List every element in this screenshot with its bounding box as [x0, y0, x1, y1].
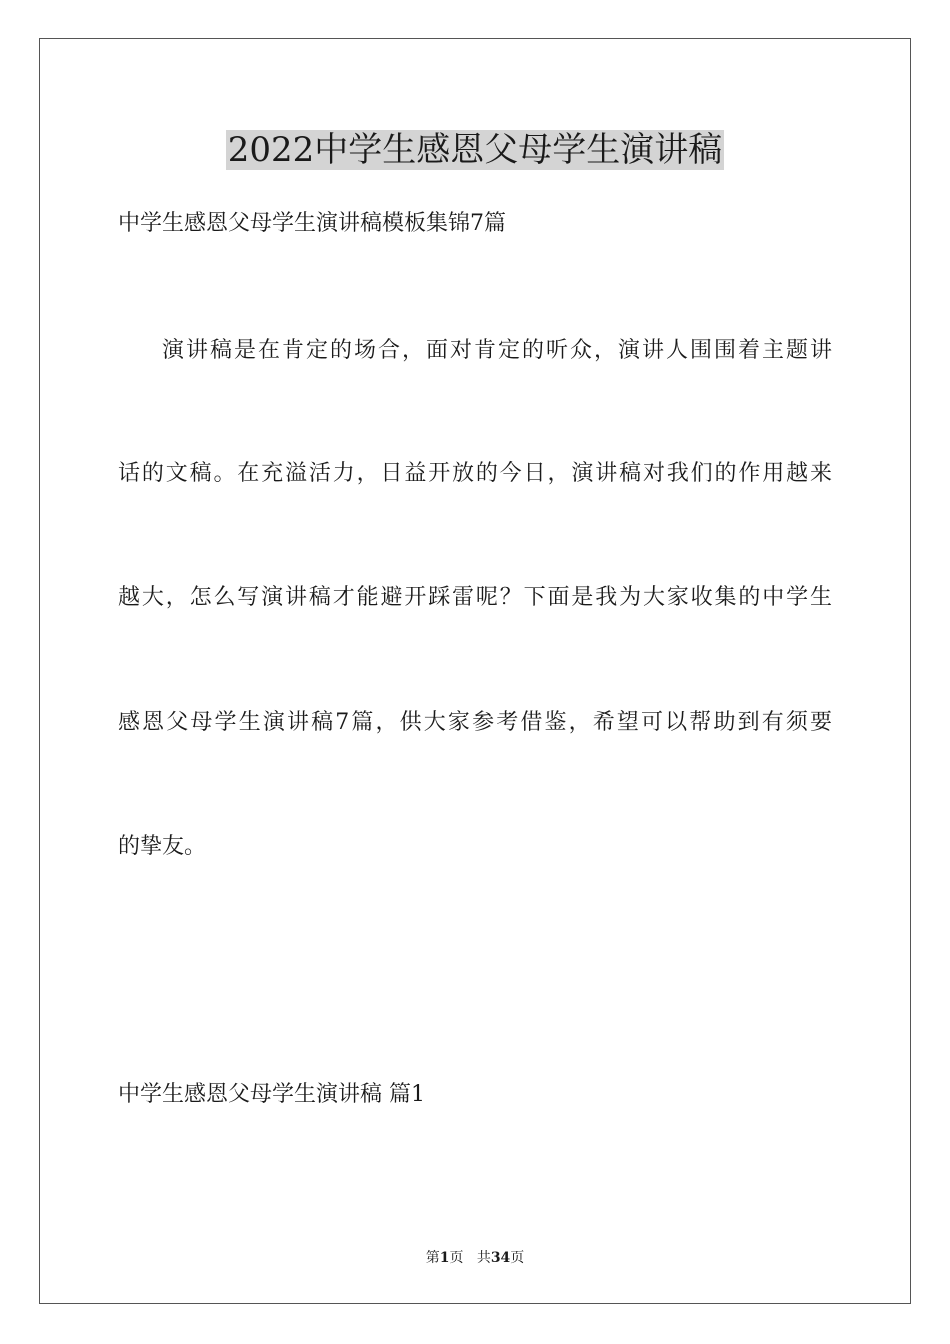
document-title-container: [0, 128, 950, 172]
paragraph-line-2: 话的文稿。在充溢活力，日益开放的今日，演讲稿对我们的作用越来: [118, 461, 832, 486]
paragraph-line-5: 的挚友。: [118, 834, 207, 859]
footer-prefix: 第: [425, 1250, 440, 1266]
paragraph-line-1: 演讲稿是在肯定的场合，面对肯定的听众，演讲人围围着主题讲: [162, 338, 832, 363]
footer-total-suffix: 页: [510, 1250, 525, 1266]
paragraph-line-3: 越大，怎么写演讲稿才能避开踩雷呢？下面是我为大家收集的中学生: [118, 585, 832, 610]
footer-total-pages: 34: [490, 1250, 511, 1266]
document-title: 2022中学生感恩父母学生演讲稿: [227, 130, 723, 170]
footer-total-prefix: 共: [476, 1250, 491, 1266]
document-subtitle: 中学生感恩父母学生演讲稿模板集锦7篇: [118, 211, 506, 236]
paragraph-line-4: 感恩父母学生演讲稿7篇，供大家参考借鉴，希望可以帮助到有须要: [118, 710, 832, 735]
footer-current-page: 1: [439, 1250, 450, 1266]
section-heading: 中学生感恩父母学生演讲稿 篇1: [118, 1082, 425, 1107]
footer-page-suffix: 页: [449, 1250, 464, 1266]
page-footer: [0, 1248, 950, 1268]
